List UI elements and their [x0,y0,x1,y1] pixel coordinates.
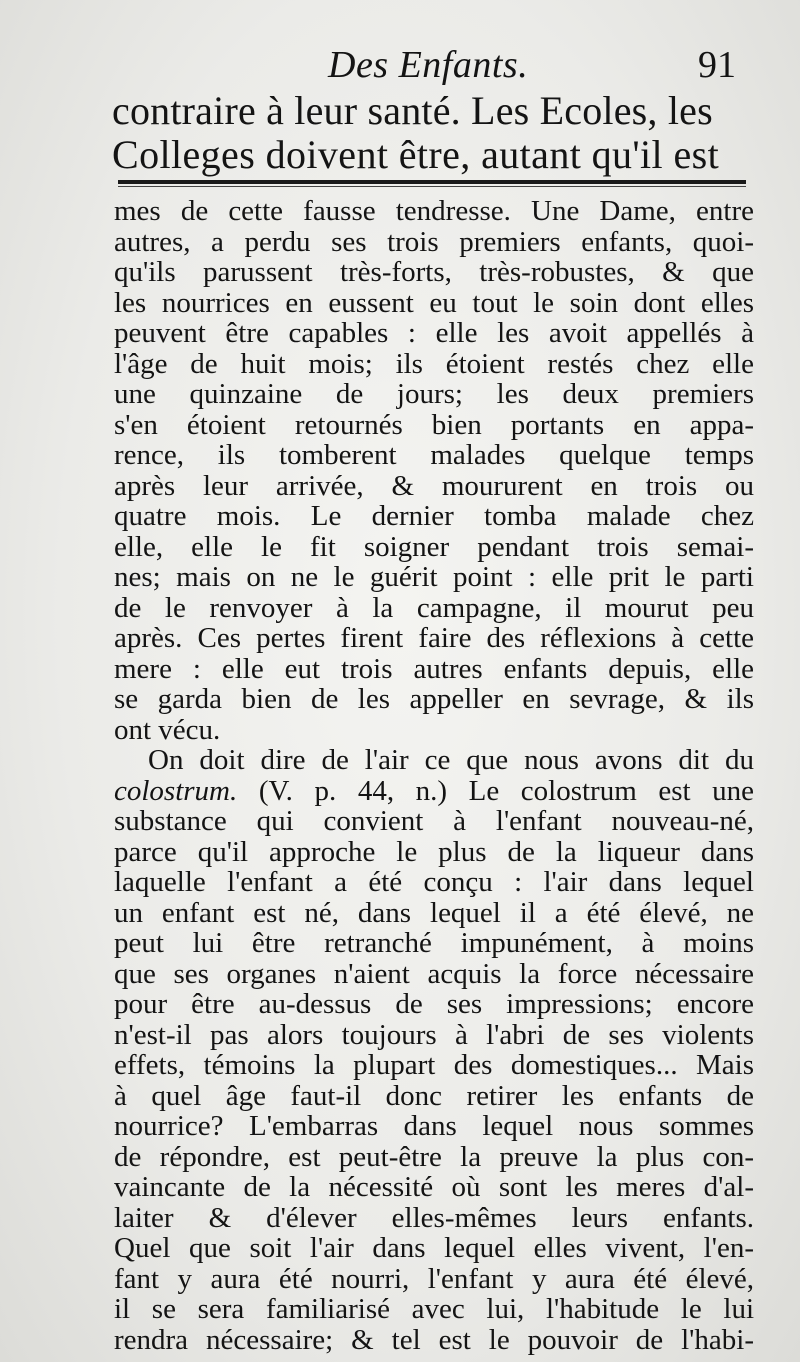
text-line: quatre mois. Le dernier tomba malade chez [114,500,754,532]
text-line: mere : elle eut trois autres enfants depuis, elle [114,652,754,685]
text-line: parce qu'il approche le plus de la liqueur dans [114,835,754,868]
text-line: peut lui être retranché impunément, à moins [114,927,754,959]
text-line: après leur arrivée, & moururent en trois ou [114,469,754,502]
running-title: Des Enfants. [328,44,529,86]
horizontal-rule-thin [118,186,746,187]
text-line: peuvent être capables : elle les avoit appellés à [114,317,754,349]
text-line: nourrice? L'embarras dans lequel nous sommes [114,1110,754,1142]
text-line: effets, témoins la plupart des domestiques... Mais [114,1049,754,1081]
text-line: se garda bien de les appeller en sevrage, & ils [114,683,754,715]
text-line: de le renvoyer à la campagne, il mourut peu [114,591,754,624]
top-line-2: Colleges doivent être, autant qu'il est [112,132,720,177]
text-line: elle, elle le fit soigner pendant trois semai- [114,530,754,563]
text-line: colostrum. (V. p. 44, n.) Le colostrum est une [114,774,754,807]
body-text [114,196,754,1355]
text-line: laquelle l'enfant a été conçu : l'air dans lequel [114,866,754,898]
text-line: il se sera familiarisé avec lui, l'habitude le lui [114,1293,754,1325]
text-line: autres, a perdu ses trois premiers enfants, quoi- [114,225,754,258]
running-head [0,42,800,88]
text-line: de répondre, est peut-être la preuve la plus con- [114,1140,754,1173]
text-line: après. Ces pertes firent faire des réflexions à cette [114,622,754,654]
italic-term: colostrum. [114,774,238,807]
top-line-1: contraire à leur santé. Les Ecoles, les [112,88,713,133]
text-line: laiter & d'élever elles-mêmes leurs enfants. [114,1201,754,1234]
page-number: 91 [698,44,736,86]
text-line: rence, ils tomberent malades quelque temps [114,439,754,471]
horizontal-rule [118,180,746,184]
text-line: On doit dire de l'air ce que nous avons dit du [148,744,754,776]
text-line: mes de cette fausse tendresse. Une Dame, entre [114,195,754,227]
text-line: vaincante de la nécessité où sont les meres d'al- [114,1171,754,1203]
text-line: qu'ils parussent très-forts, très-robustes, & que [114,256,754,288]
text-line: un enfant est né, dans lequel il a été élevé, ne [114,896,754,929]
text-line: ont vécu. [114,713,221,746]
text-line: pour être au-dessus de ses impressions; encore [114,988,754,1020]
text-line: substance qui convient à l'enfant nouveau-né, [114,805,754,837]
text-line: nes; mais on ne le guérit point : elle prit le parti [114,561,754,593]
text-line: fant y aura été nourri, l'enfant y aura été élevé, [114,1262,754,1295]
text-line: à quel âge faut-il donc retirer les enfants de [114,1079,754,1112]
text-line: l'âge de huit mois; ils étoient restés chez elle [114,347,754,380]
text-line: Quel que soit l'air dans lequel elles vivent, l'en- [114,1232,754,1264]
text-line: une quinzaine de jours; les deux premiers [114,378,754,410]
text-line: rendra nécessaire; & tel est le pouvoir de l'habi- [114,1323,754,1356]
text-line: que ses organes n'aient acquis la force nécessaire [114,957,754,990]
text-line: s'en étoient retournés bien portants en appa- [114,408,754,441]
text-line: les nourrices en eussent eu tout le soin dont elles [114,286,754,319]
text-line: n'est-il pas alors toujours à l'abri de ses violents [114,1018,754,1051]
